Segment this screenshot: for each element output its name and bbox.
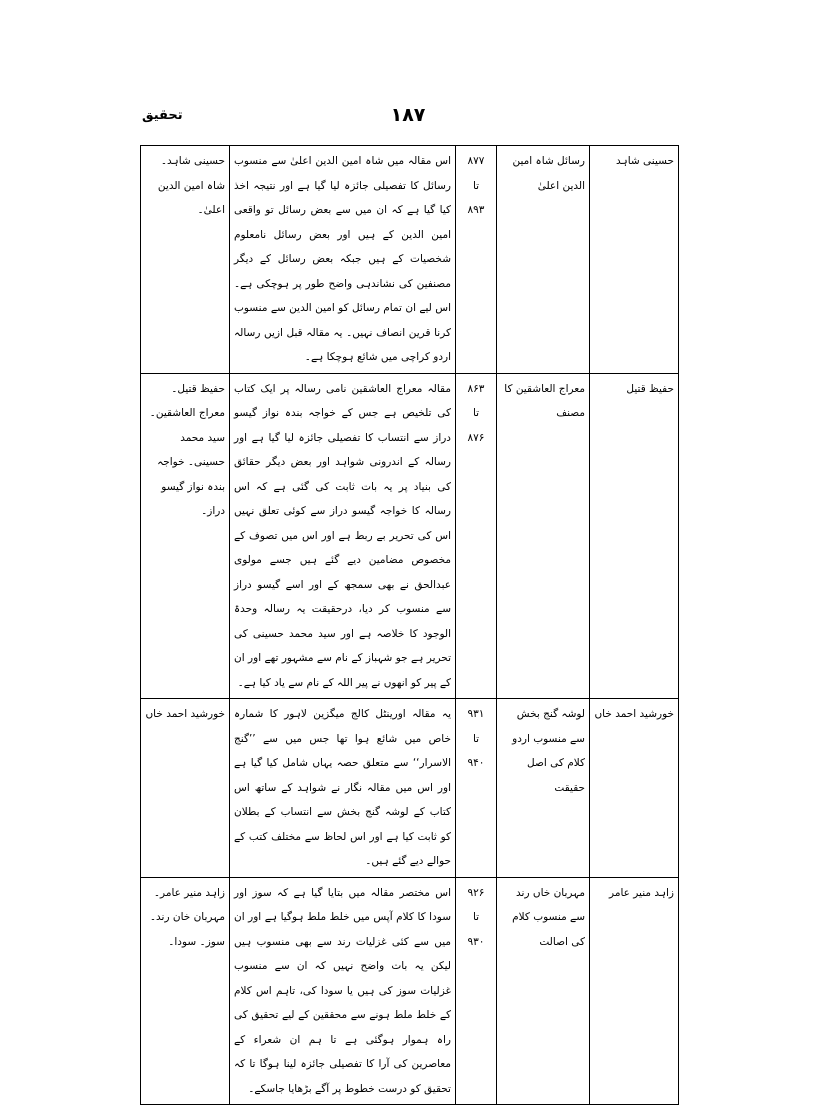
author-cell: حفیظ قتیل bbox=[590, 373, 679, 699]
table-row bbox=[141, 146, 679, 374]
summary-cell: اس مقالہ میں شاہ امین الدین اعلیٰ سے منسوب رسائل کا تفصیلی جائزہ لیا گیا ہے اور نتیجہ اخذ کیا گیا ہے کہ ان میں سے بعض رسائل تو واقعی امین الدین کے ہیں اور بعض رسائل نامعلوم شخصیات کے ہیں جبکہ بعض رسائل کے دیگر مصنفین کی نشاندہی واضح طور پر ہوچکی ہے۔ اس لیے ان تمام رسائل کو امین الدین سے منسوب کرنا قرین انصاف نہیں۔ یہ مقالہ قبل ازیں رسالہ اردو کراچی میں شائع ہوچکا ہے۔ bbox=[230, 146, 456, 374]
title-cell: معراج العاشقین کا مصنف bbox=[497, 373, 590, 699]
author-cell: زاہد منیر عامر bbox=[590, 877, 679, 1105]
title-cell: مہربان خاں رند سے منسوب کلام کی اصالت bbox=[497, 877, 590, 1105]
table-row bbox=[141, 877, 679, 1105]
page-start: ۹۲۶ bbox=[467, 886, 485, 899]
bibliography-table bbox=[140, 145, 679, 1105]
author-cell: خورشید احمد خاں bbox=[590, 699, 679, 878]
pages-cell bbox=[456, 699, 497, 878]
author-cell: حسینی شاہد bbox=[590, 146, 679, 374]
page-end: ۹۳۰ bbox=[467, 935, 485, 948]
pages-cell bbox=[456, 877, 497, 1105]
table-row bbox=[141, 699, 679, 878]
page-range-separator: تا bbox=[472, 407, 480, 419]
page-end: ۸۹۳ bbox=[467, 204, 485, 216]
page-start: ۹۳۱ bbox=[467, 708, 485, 720]
page-start: ۸۷۷ bbox=[467, 155, 485, 167]
keywords-cell: خورشید احمد خاں bbox=[141, 699, 230, 878]
keywords-cell: زاہد منیر عامر۔ مہربان خان رند۔ سوز۔ سودا۔ bbox=[141, 877, 230, 1105]
title-cell: لوشہ گنج بخش سے منسوب اردو کلام کی اصل حقیقت bbox=[497, 699, 590, 878]
page-end: ۸۷۶ bbox=[467, 431, 485, 444]
pages-cell bbox=[456, 146, 497, 374]
title-cell: رسائل شاہ امین الدین اعلیٰ bbox=[497, 146, 590, 374]
table-row bbox=[141, 373, 679, 699]
summary-cell: یہ مقالہ اورینٹل کالج میگزین لاہور کا شمارہ خاص میں شائع ہوا تھا جس میں سے ’’گنج الاسرار‘‘ سے متعلق حصہ یہاں شامل کیا گیا ہے اور اس میں مقالہ نگار نے شواہد کے ساتھ اس کتاب کے لوشہ گنج بخش سے انتساب کے بطلان کو ثابت کیا ہے اور اس لحاظ سے مختلف کتب کے حوالے دیے گئے ہیں۔ bbox=[230, 699, 456, 878]
summary-cell: اس مختصر مقالہ میں بتایا گیا ہے کہ سوز اور سودا کا کلام آپس میں خلط ملط ہوگیا ہے اور ان میں سے کئی غزلیات رند سے بھی منسوب ہیں لیکن یہ بات واضح نہیں کہ ان سے منسوب غزلیات سوز کی ہیں یا سودا کی، تاہم اس کلام کے خلط ملط ہونے سے محققین کے لیے تحقیق کی راہ ہموار ہوگئی ہے تا ہم ان شعراء کے معاصرین کی آرا کا تفصیلی جائزہ لینا ہوگا تا کہ تحقیق کو درست خطوط پر آگے بڑھایا جاسکے۔ bbox=[230, 877, 456, 1105]
page-range-separator: تا bbox=[472, 911, 480, 923]
page-range-separator: تا bbox=[472, 179, 480, 192]
page-range-separator: تا bbox=[472, 732, 480, 745]
page-start: ۸۶۳ bbox=[467, 382, 485, 395]
running-title: تحقیق bbox=[142, 108, 183, 123]
page-end: ۹۴۰ bbox=[467, 757, 485, 769]
page-number: ۱۸۷ bbox=[390, 104, 426, 126]
pages-cell bbox=[456, 373, 497, 699]
keywords-cell: حسینی شاہد۔ شاہ امین الدین اعلیٰ۔ bbox=[141, 146, 230, 374]
keywords-cell: حفیظ قتیل۔ معراج العاشقین۔ سید محمد حسینی۔ خواجہ بندہ نواز گیسو دراز۔ bbox=[141, 373, 230, 699]
summary-cell: مقالہ معراج العاشقین نامی رسالہ پر ایک کتاب کی تلخیص ہے جس کے خواجہ بندہ نواز گیسو دراز سے انتساب کا تفصیلی جائزہ لیا گیا ہے اور رسالہ کے اندرونی شواہد اور بعض دیگر حقائق کی بنیاد پر یہ بات ثابت کی گئی ہے کہ اس رسالہ کا خواجہ گیسو دراز سے کوئی تعلق نہیں اس کی تحریر بے ربط ہے اور اس میں تصوف کے مخصوص مضامین دیے گئے ہیں جسے مولوی عبدالحق نے بھی سمجھ کے اور اسے گیسو دراز سے منسوب کر دیا، درحقیقت یہ رسالہ وحدۃ الوجود کا خلاصہ ہے اور سید محمد حسینی کی تحریر ہے جو شہباز کے نام سے مشہور تھے اور ان کے پیر کو انھوں نے پیر اللہ کے نام سے یاد کیا ہے۔ bbox=[230, 373, 456, 699]
